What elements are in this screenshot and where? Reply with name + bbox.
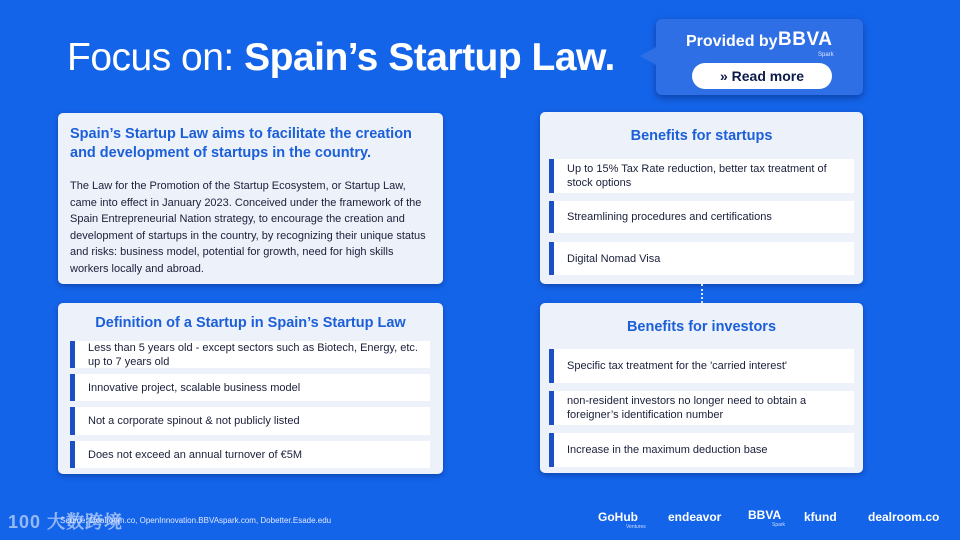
dotted-connector <box>701 284 703 303</box>
benefits-startups-heading: Benefits for startups <box>630 128 773 144</box>
bbva-logo: BBVA <box>778 29 833 50</box>
benefits-investors-heading: Benefits for investors <box>626 319 777 335</box>
read-more-button[interactable]: » Read more <box>692 63 832 89</box>
gohub-logo: GoHub <box>598 510 638 524</box>
benefit-investor-item: non-resident investors no longer need to obtain a foreigner’s identification number <box>549 391 854 425</box>
provided-by-label: Provided by <box>686 33 778 50</box>
definition-item: Less than 5 years old - except sectors such as Biotech, Energy, etc. up to 7 years old <box>70 341 430 368</box>
benefits-startups-card <box>540 112 863 284</box>
benefits-investors-card <box>540 303 863 473</box>
benefit-investor-item: Increase in the maximum deduction base <box>549 433 854 467</box>
watermark: 100 大数跨境 <box>8 512 124 532</box>
title-prefix: Focus on: <box>67 36 234 79</box>
title-main: Spain’s Startup Law. <box>244 36 615 79</box>
benefit-startup-item: Digital Nomad Visa <box>549 242 854 275</box>
intro-body: The Law for the Promotion of the Startup Ecosystem, or Startup Law, came into effect in January 2023. Conceived under the framework of the Spain Entrepreneurial Nation strategy, to encourage the creation and development of startups in the country, by recognizing their unique status and risks: business model, potential for growth, need for high skills workers locally and abroad. <box>70 180 426 275</box>
gohub-sub: Ventures <box>626 524 646 530</box>
intro-heading: Spain’s Startup Law aims to facilitate the creation and development of startups in the country. <box>70 126 412 161</box>
dealroom-logo: dealroom.co <box>868 510 940 524</box>
kfund-logo: kfund <box>804 510 837 524</box>
benefit-startup-item: Up to 15% Tax Rate reduction, better tax treatment of stock options <box>549 159 854 193</box>
endeavor-logo: endeavor <box>668 510 722 524</box>
bbva-spark-sub: Spark <box>818 52 834 58</box>
definition-item: Innovative project, scalable business model <box>70 374 430 401</box>
benefit-startup-item: Streamlining procedures and certifications <box>549 201 854 233</box>
definition-card <box>58 303 443 474</box>
intro-card <box>58 113 443 284</box>
definition-item: Not a corporate spinout & not publicly listed <box>70 407 430 435</box>
definition-item: Does not exceed an annual turnover of €5M <box>70 441 430 468</box>
provided-by-callout <box>656 19 863 95</box>
partner-logos <box>596 508 946 528</box>
source-note: Source: Dealroom.co, OpenInnovation.BBVAspark.com, Dobetter.Esade.edu <box>60 516 332 525</box>
benefit-investor-item: Specific tax treatment for the 'carried interest' <box>549 349 854 383</box>
bbva-footer-sub: Spark <box>772 522 786 528</box>
page-title <box>67 36 615 80</box>
definition-heading: Definition of a Startup in Spain’s Startup Law <box>95 315 406 331</box>
bbva-footer-logo: BBVA <box>748 508 782 522</box>
